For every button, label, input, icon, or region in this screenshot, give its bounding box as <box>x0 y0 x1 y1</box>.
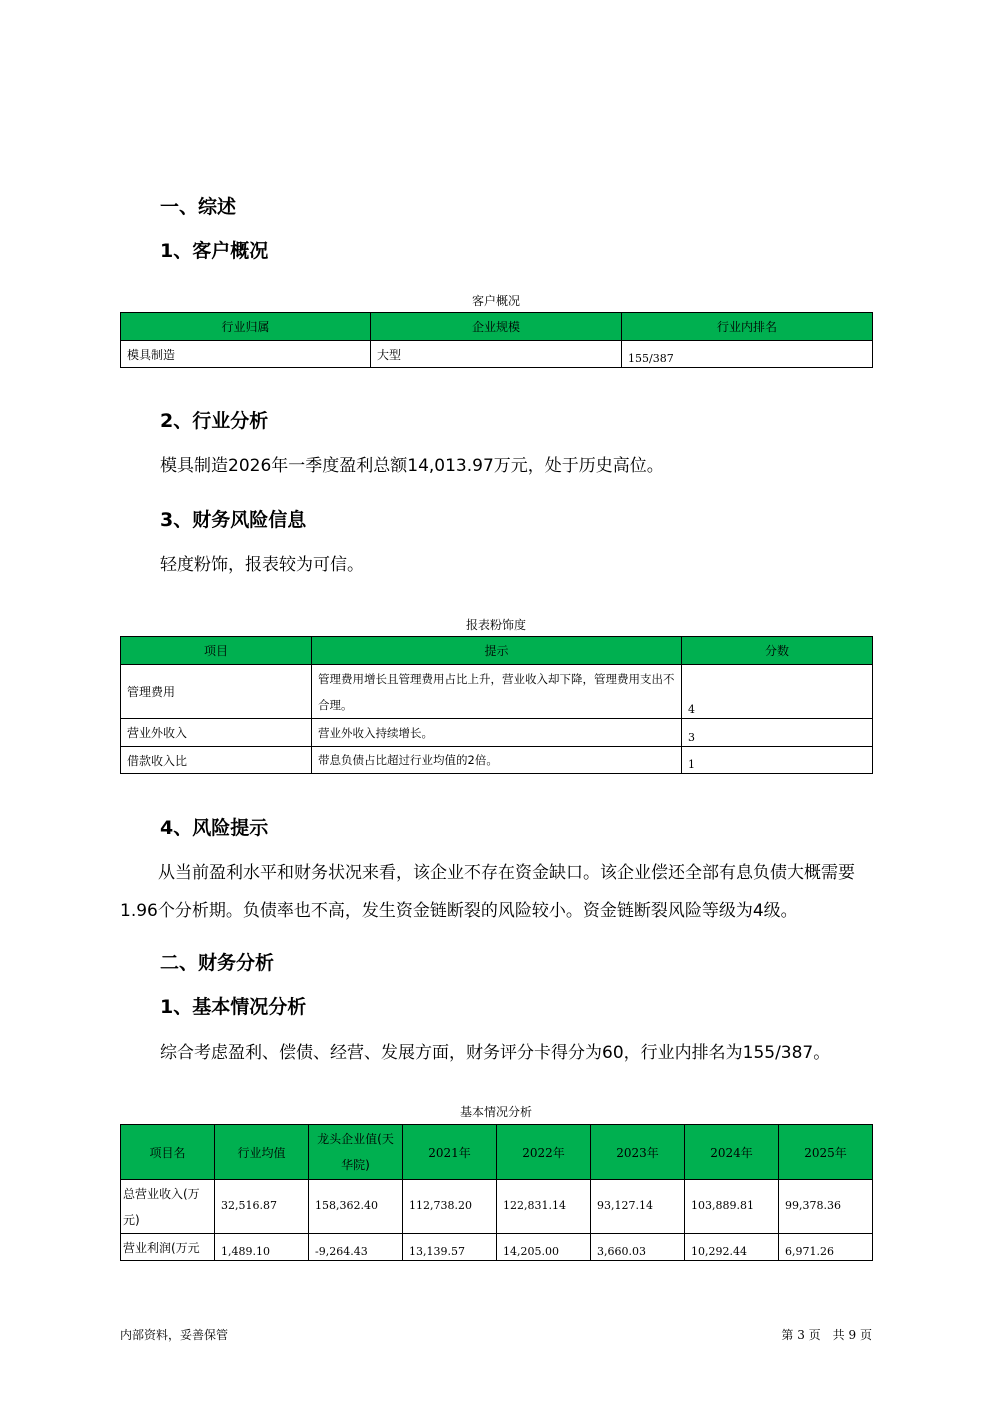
table-header-cell: 2024年 <box>685 1125 779 1180</box>
basic-analysis-table <box>120 1124 873 1261</box>
value-cell: 6,971.26 <box>779 1234 873 1261</box>
footer-page-current: 3 <box>797 1328 805 1342</box>
value-cell: 93,127.14 <box>591 1180 685 1234</box>
table-header-cell: 行业内排名 <box>622 313 873 341</box>
table-header-cell: 2023年 <box>591 1125 685 1180</box>
footer-page-prefix: 第 <box>781 1328 794 1342</box>
value-cell: 122,831.14 <box>497 1180 591 1234</box>
table-header-cell: 龙头企业值(天华院) <box>309 1125 403 1180</box>
table-header-row <box>121 1125 873 1180</box>
value-cell: 112,738.20 <box>403 1180 497 1234</box>
table-header-cell: 2021年 <box>403 1125 497 1180</box>
value-cell: 99,378.36 <box>779 1180 873 1234</box>
table-caption-basic: 基本情况分析 <box>459 1105 532 1119</box>
value-cell: 32,516.87 <box>215 1180 309 1234</box>
basic-analysis-text: 综合考虑盈利、偿债、经营、发展方面，财务评分卡得分为60，行业内排名为155/387。 <box>160 1043 831 1063</box>
table-header-cell: 2025年 <box>779 1125 873 1180</box>
section-title-financial: 二、财务分析 <box>160 952 275 974</box>
item-cell: 管理费用 <box>121 665 312 719</box>
subsection-title-basic: 1、基本情况分析 <box>160 996 307 1018</box>
industry-analysis-text: 模具制造2026年一季度盈利总额14,013.97万元，处于历史高位。 <box>160 456 664 476</box>
value-cell: 14,205.00 <box>497 1234 591 1261</box>
footer-page-number <box>781 1326 872 1343</box>
table-header-row <box>121 637 873 665</box>
hint-cell: 营业外收入持续增长。 <box>312 719 682 747</box>
table-header-cell: 行业均值 <box>215 1125 309 1180</box>
table-row <box>121 665 873 719</box>
rank-cell: 155/387 <box>622 341 873 368</box>
table-header-cell: 项目 <box>121 637 312 665</box>
subsection-title-customer: 1、客户概况 <box>160 240 269 262</box>
footer-confidential-note: 内部资料，妥善保管 <box>120 1328 229 1342</box>
value-cell: 3,660.03 <box>591 1234 685 1261</box>
score-cell: 3 <box>682 719 873 747</box>
table-row <box>121 719 873 747</box>
value-cell: 103,889.81 <box>685 1180 779 1234</box>
value-cell: 13,139.57 <box>403 1234 497 1261</box>
table-header-cell: 项目名 <box>121 1125 215 1180</box>
footer-page-mid: 页 共 <box>808 1328 845 1342</box>
table-header-cell: 分数 <box>682 637 873 665</box>
risk-warning-text: 从当前盈利水平和财务状况来看，该企业不存在资金缺口。该企业偿还全部有息负债大概需要 1.96个分析期。负债率也不高，发生资金链断裂的风险较小。资金链断裂风险等级为4级。 <box>120 863 855 921</box>
value-cell: 10,292.44 <box>685 1234 779 1261</box>
item-cell: 营业外收入 <box>121 719 312 747</box>
table-row <box>121 341 873 368</box>
table-header-row <box>121 313 873 341</box>
hint-cell: 带息负债占比超过行业均值的2倍。 <box>312 747 682 774</box>
table-caption-customer: 客户概况 <box>471 294 520 308</box>
customer-overview-table <box>120 312 873 368</box>
table-row <box>121 1234 873 1261</box>
item-cell: 借款收入比 <box>121 747 312 774</box>
score-cell: 4 <box>682 665 873 719</box>
footer-page-total: 9 <box>848 1328 857 1342</box>
value-cell: 1,489.10 <box>215 1234 309 1261</box>
risk-info-text: 轻度粉饰，报表较为可信。 <box>160 555 364 575</box>
score-cell: 1 <box>682 747 873 774</box>
table-caption-report: 报表粉饰度 <box>465 618 526 632</box>
subsection-title-risk-info: 3、财务风险信息 <box>160 509 307 531</box>
table-header-cell: 2022年 <box>497 1125 591 1180</box>
scale-cell: 大型 <box>371 341 622 368</box>
subsection-title-industry: 2、行业分析 <box>160 410 269 432</box>
hint-cell: 管理费用增长且管理费用占比上升，营业收入却下降，管理费用支出不合理。 <box>312 665 682 719</box>
table-row <box>121 747 873 774</box>
report-embellishment-table <box>120 636 873 774</box>
item-cell: 营业利润(万元 <box>121 1234 215 1261</box>
section-title-overview: 一、综述 <box>160 196 237 218</box>
table-header-cell: 提示 <box>312 637 682 665</box>
table-header-cell: 企业规模 <box>371 313 622 341</box>
table-row <box>121 1180 873 1234</box>
value-cell: -9,264.43 <box>309 1234 403 1261</box>
value-cell: 158,362.40 <box>309 1180 403 1234</box>
item-cell: 总营业收入(万元) <box>121 1180 215 1234</box>
industry-cell: 模具制造 <box>121 341 371 368</box>
table-header-cell: 行业归属 <box>121 313 371 341</box>
subsection-title-risk-warning: 4、风险提示 <box>160 817 269 839</box>
footer-page-suffix: 页 <box>859 1328 872 1342</box>
